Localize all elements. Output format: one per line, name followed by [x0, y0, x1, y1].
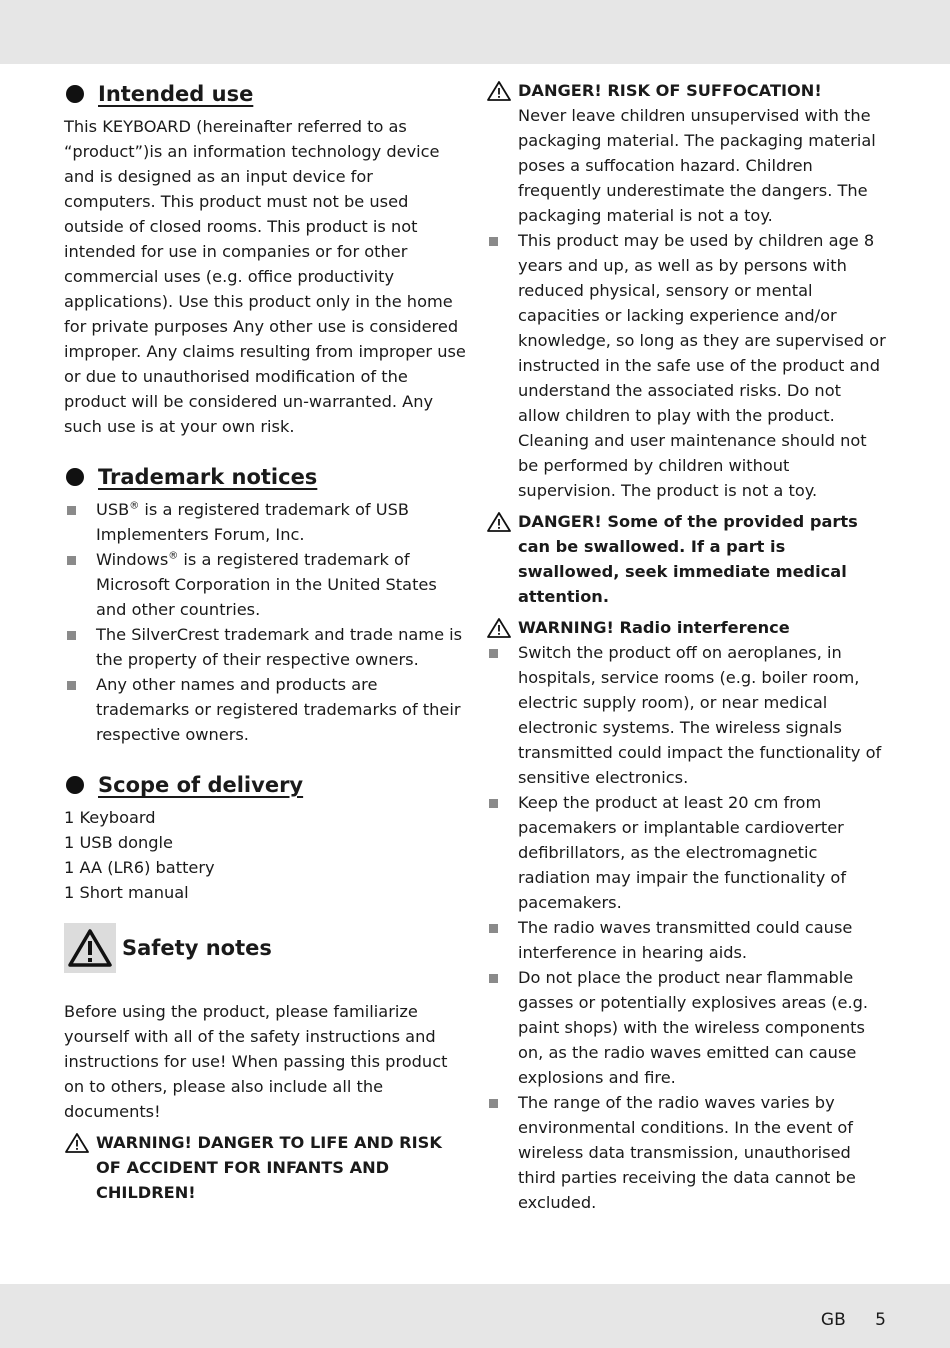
top-band: [0, 0, 950, 64]
list-item: Switch the product off on aeroplanes, in hospitals, service rooms (e.g. boiler room, electric supply room), or near medical electronic systems. The wireless signals transmitted could impact the functionality of sensitive electronics.: [486, 640, 886, 790]
trademark-list: [64, 497, 469, 747]
safety-heading: [64, 923, 469, 973]
square-bullet-icon: [489, 974, 498, 983]
scope-item: 1 Short manual: [64, 883, 189, 902]
warning-triangle-icon: [486, 80, 512, 102]
list-item: Any other names and products are trademarks or registered trademarks of their respective owners.: [64, 672, 469, 747]
trademark-heading: [64, 461, 469, 493]
square-bullet-icon: [67, 556, 76, 565]
bullet-dot-icon: [66, 776, 84, 794]
list-item: Do not place the product near flammable gasses or potentially explosives areas (e.g. paint shops) with the wireless components on, as the radio waves emitted can cause explosions and fire.: [486, 965, 886, 1090]
square-bullet-icon: [489, 237, 498, 246]
section-title: Intended use: [98, 82, 254, 106]
list-item: The SilverCrest trademark and trade name is the property of their respective owners.: [64, 622, 469, 672]
page-number: 5: [875, 1310, 886, 1330]
bullet-dot-icon: [66, 468, 84, 486]
scope-heading: [64, 769, 469, 801]
section-title: Trademark notices: [98, 465, 318, 489]
safety-intro: Before using the product, please familiarize yourself with all of the safety instructions and instructions for use! When passing this product on to others, please also include all the documents!: [64, 1002, 448, 1121]
left-column: [64, 78, 469, 1205]
warning-infants: WARNING! DANGER TO LIFE AND RISK OF ACCIDENT FOR INFANTS AND CHILDREN!: [64, 1130, 469, 1205]
scope-item: 1 USB dongle: [64, 833, 173, 852]
intended-use-body: This KEYBOARD (hereinafter referred to as “product”)is an information technology device and is designed as an input device for computers. This product must not be used outside of closed rooms. This product is not intended for use in companies or for other commercial uses (e.g. office productivity applications). Use this product only in the home for private purposes Any other use is considered improper. Any claims resulting from improper use or due to unauthorised modification of the product will be considered un-warranted. Any such use is at your own risk.: [64, 117, 466, 436]
list-item: USB® is a registered trademark of USB Implementers Forum, Inc.: [64, 497, 469, 547]
bottom-band: [0, 1284, 950, 1348]
square-bullet-icon: [67, 506, 76, 515]
square-bullet-icon: [489, 1099, 498, 1108]
section-title: Safety notes: [122, 936, 272, 960]
list-item: The radio waves transmitted could cause interference in hearing aids.: [486, 915, 886, 965]
radio-list: [486, 640, 886, 1215]
intended-use-heading: [64, 78, 469, 110]
warning-triangle-icon: [486, 511, 512, 533]
scope-item: 1 AA (LR6) battery: [64, 858, 215, 877]
right-column: [486, 78, 886, 1215]
page-footer: [821, 1310, 886, 1330]
warning-suffocation: DANGER! RISK OF SUFFOCATION!: [486, 78, 886, 103]
language-code: GB: [820, 1310, 846, 1330]
square-bullet-icon: [67, 681, 76, 690]
section-title: Scope of delivery: [98, 773, 304, 797]
warning-radio: WARNING! Radio interference: [486, 615, 886, 640]
warning-triangle-icon: [64, 1132, 90, 1154]
list-item: This product may be used by children age 8 years and up, as well as by persons with reduced physical, sensory or mental capacities or lacking experience and/or knowledge, so long as they are supervised or instructed in the safe use of the product and understand the associated risks. Do not allow children to play with the product. Cleaning and user maintenance should not be performed by children without supervision. The product is not a toy.: [486, 228, 886, 503]
warning-swallow: DANGER! Some of the provided parts can be swallowed. If a part is swallowed, seek immediate medical attention.: [486, 509, 886, 609]
square-bullet-icon: [67, 631, 76, 640]
list-item: Keep the product at least 20 cm from pacemakers or implantable cardioverter defibrillators, as the electromagnetic radiation may impair the functionality of pacemakers.: [486, 790, 886, 915]
scope-item: 1 Keyboard: [64, 808, 156, 827]
square-bullet-icon: [489, 799, 498, 808]
bullet-dot-icon: [66, 85, 84, 103]
children-list: [486, 228, 886, 503]
square-bullet-icon: [489, 649, 498, 658]
warning-triangle-icon: [64, 923, 116, 973]
list-item: Windows® is a registered trademark of Microsoft Corporation in the United States and other countries.: [64, 547, 469, 622]
suffocation-body: Never leave children unsupervised with the packaging material. The packaging material poses a suffocation hazard. Children frequently underestimate the dangers. The packaging material is not a toy.: [518, 106, 876, 225]
warning-triangle-icon: [486, 617, 512, 639]
square-bullet-icon: [489, 924, 498, 933]
list-item: The range of the radio waves varies by environmental conditions. In the event of wireless data transmission, unauthorised third parties receiving the data cannot be excluded.: [486, 1090, 886, 1215]
